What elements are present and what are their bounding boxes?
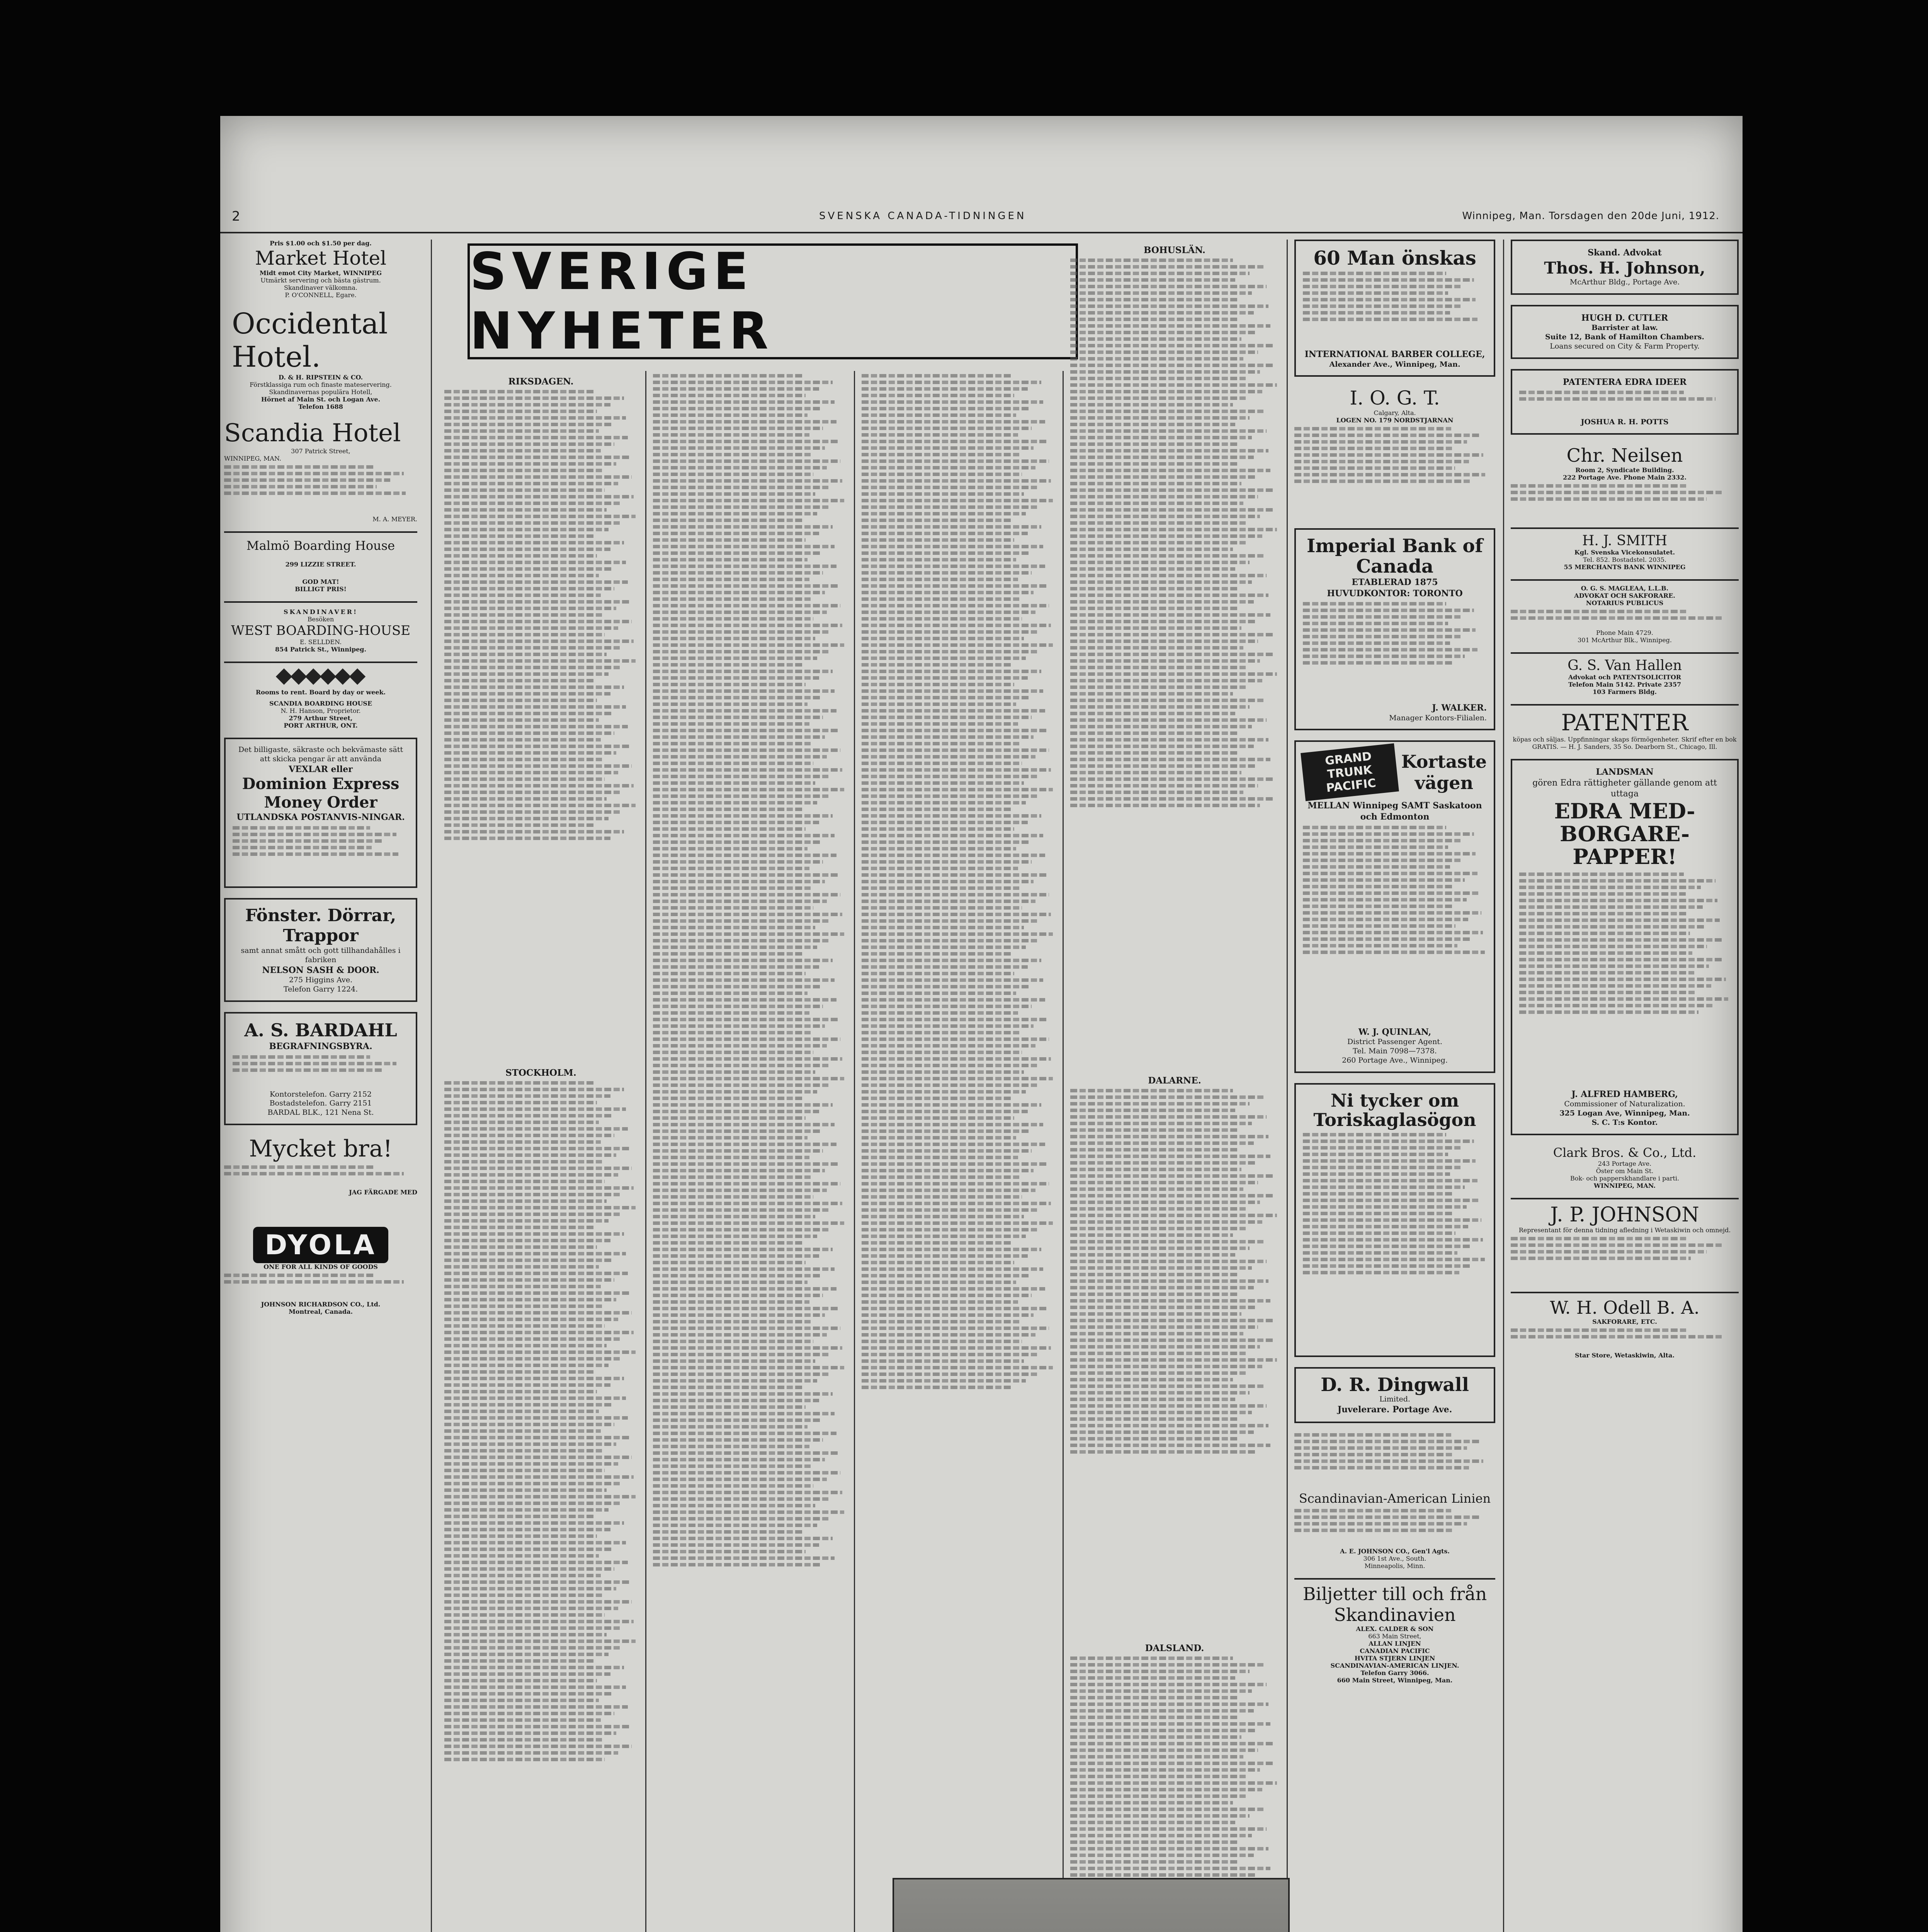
- barber-address: Alexander Ave., Winnipeg, Man.: [1329, 360, 1460, 369]
- fonster-title: Fönster. Dörrar, Trappor: [245, 905, 396, 946]
- iogt-city: Calgary, Alta.: [1374, 409, 1416, 417]
- date-line: Winnipeg, Man. Torsdagen den 20de Juni, 1912.: [1462, 210, 1719, 222]
- scandia-body-text: [224, 465, 417, 515]
- neilsen-body-text: [1511, 484, 1739, 519]
- dyola-body-text: [224, 1165, 417, 1189]
- barber-college-ad: [1294, 240, 1495, 377]
- cutler-address: Suite 12, Bank of Hamilton Chambers.: [1545, 333, 1705, 342]
- fonster-ad: [224, 898, 417, 1002]
- vanhallen-address: 103 Farmers Bldg.: [1593, 688, 1657, 696]
- clark-city: WINNIPEG, MAN.: [1594, 1182, 1656, 1189]
- magleaa-phone: Phone Main 4729.: [1596, 629, 1653, 636]
- cutler-note: Loans secured on City & Farm Property.: [1550, 342, 1700, 350]
- magleaa-address: 301 McArthur Blk., Winnipeg.: [1578, 636, 1672, 644]
- biljetter-line: SCANDINAVIAN-AMERICAN LINJEN.: [1330, 1662, 1459, 1669]
- landsman-office: S. C. T:s Kontor.: [1591, 1118, 1658, 1127]
- sa-city: Minneapolis, Minn.: [1364, 1562, 1425, 1570]
- fonster-phone: Telefon Garry 1224.: [283, 985, 358, 994]
- magleaa-ad: [1511, 579, 1739, 644]
- column-rule: [854, 371, 855, 1932]
- dalsland-heading: DALSLAND.: [1145, 1643, 1204, 1653]
- jpjohnson-name: J. P. JOHNSON: [1550, 1203, 1699, 1226]
- column-3-article: [653, 374, 846, 1932]
- dyola-city: Montreal, Canada.: [289, 1308, 353, 1315]
- dominion-sub: UTLANDSKA POSTANVIS-NINGAR.: [236, 812, 405, 823]
- fonster-company: NELSON SASH & DOOR.: [262, 965, 379, 975]
- page-number: 2: [232, 209, 243, 224]
- malmo-name: Malmö Boarding House: [246, 538, 395, 553]
- landsman-ad: [1511, 759, 1739, 1135]
- column-rule: [1063, 371, 1064, 1932]
- toriska-ad: [1294, 1083, 1495, 1357]
- odell-address: Star Store, Wetaskiwin, Alta.: [1575, 1351, 1675, 1359]
- neilsen-name: Chr. Neilsen: [1566, 444, 1683, 466]
- fonster-body: samt annat smått och gott tillhandahålles i fabriken: [241, 946, 401, 964]
- smith-address: 55 MERCHANTS BANK WINNIPEG: [1564, 563, 1686, 571]
- dyola-jag: JAG FÄRGADE MED: [349, 1188, 417, 1196]
- gtp-address: 260 Portage Ave., Winnipeg.: [1342, 1056, 1448, 1065]
- west-visit: Besöken: [307, 616, 334, 623]
- neilsen-address: 222 Portage Ave. Phone Main 2332.: [1563, 473, 1687, 481]
- news-column-2: [444, 371, 638, 1932]
- vanhallen-phone: Telefon Main 5142. Private 2357: [1568, 680, 1681, 688]
- smith-phone: Tel. 852. Bostadstel. 2035.: [1583, 556, 1666, 563]
- patenter-ad: [1511, 704, 1739, 750]
- clark-name: Clark Bros. & Co., Ltd.: [1553, 1145, 1697, 1160]
- iogt-ad: [1294, 387, 1495, 520]
- masthead-title: SVERIGE NYHETER: [470, 242, 774, 361]
- column-rule: [1503, 240, 1504, 1932]
- grand-trunk-ad: [1294, 740, 1495, 1073]
- bardahl-ad: [224, 1012, 417, 1125]
- occidental-address: Hörnet af Main St. och Logan Ave.: [261, 396, 381, 403]
- smith-title: Kgl. Svenska Vicekonsulatet.: [1574, 548, 1675, 556]
- dingwall-line: Juvelerare. Portage Ave.: [1337, 1405, 1452, 1415]
- landsman-signature: J. ALFRED HAMBERG,: [1571, 1089, 1678, 1099]
- malmo-line1: GOD MAT!: [302, 578, 339, 585]
- dominion-vexlar: VEXLAR eller: [289, 764, 353, 774]
- barber-title: 60 Man önskas: [1313, 247, 1476, 269]
- ads-column-right: [1511, 240, 1739, 1932]
- column-rule: [1287, 240, 1288, 1932]
- bardahl-sub: BEGRAFNINGSBYRA.: [269, 1041, 372, 1052]
- barber-name: INTERNATIONAL BARBER COLLEGE,: [1304, 349, 1485, 359]
- biljetter-phone: Telefon Garry 3066.: [1360, 1669, 1429, 1677]
- biljetter-address: 663 Main Street,: [1368, 1632, 1421, 1640]
- imperial-established: ETABLERAD 1875: [1352, 577, 1438, 587]
- malmo-address: 299 LIZZIE STREET.: [285, 561, 356, 568]
- patentera-name: JOSHUA R. H. POTTS: [1581, 418, 1669, 427]
- magleaa-name: O. G. S. MAGLEAA, L.L.B.: [1581, 584, 1669, 592]
- dyola-fine-print: [224, 1274, 417, 1301]
- patentera-title: PATENTERA EDRA IDEER: [1562, 377, 1687, 387]
- fonster-address: 275 Higgins Ave.: [289, 976, 353, 985]
- west-owner: E. SELLDEN.: [299, 638, 342, 646]
- stockholm-heading: STOCKHOLM.: [505, 1068, 576, 1078]
- paper-name: SVENSKA CANADA-TIDNINGEN: [819, 210, 1027, 222]
- column-4-article: [862, 374, 1055, 1870]
- biljetter-footer: 660 Main Street, Winnipeg, Man.: [1337, 1676, 1453, 1684]
- biljetter-title: Biljetter till och från Skandinavien: [1302, 1583, 1487, 1625]
- dyola-ad: [224, 1135, 417, 1315]
- neilsen-ad: [1511, 445, 1739, 519]
- market-hotel-owner: P. O'CONNELL, Egare.: [285, 291, 357, 299]
- landsman-title: EDRA MED-BORGARE-PAPPER!: [1554, 798, 1695, 869]
- johnson-address: McArthur Bldg., Portage Ave.: [1569, 277, 1680, 286]
- occidental-note2: Skandinavernas populära Hotell,: [269, 388, 372, 396]
- clark-address: 243 Portage Ave.: [1598, 1160, 1652, 1167]
- bardahl-address: BARDAL BLK., 121 Nena St.: [267, 1108, 374, 1117]
- gtp-agent-title: District Passenger Agent.: [1347, 1037, 1442, 1046]
- scandia-boarding-city: PORT ARTHUR, ONT.: [284, 722, 358, 729]
- magleaa-body-text: [1511, 610, 1739, 629]
- gtp-phone: Tel. Main 7098—7378.: [1353, 1047, 1437, 1055]
- jp-johnson-ad: [1511, 1198, 1739, 1283]
- sa-agent: A. E. JOHNSON CO., Gen'l Agts.: [1340, 1547, 1450, 1555]
- gtp-between: MELLAN Winnipeg SAMT Saskatoon och Edmonton: [1307, 801, 1482, 822]
- vanhallen-name: G. S. Van Hallen: [1568, 657, 1682, 673]
- landsman-body-text: [1519, 872, 1730, 1089]
- stockholm-article: [444, 1081, 638, 1932]
- cutler-ad: [1511, 305, 1739, 359]
- dalarne-heading: DALARNE.: [1148, 1075, 1201, 1086]
- west-intro: SKANDINAVER!: [283, 608, 358, 616]
- market-hotel-address: Midt emot City Market, WINNIPEG: [259, 269, 382, 277]
- landsman-sig-title: Commissioner of Naturalization.: [1564, 1100, 1685, 1109]
- header-rule: [220, 232, 1743, 233]
- grand-trunk-logo: GRAND TRUNK PACIFIC: [1301, 743, 1399, 801]
- iogt-body-text: [1294, 427, 1495, 520]
- jpjohnson-body: Representant för denna tidning afledning i Wetaskiwin och omnejd.: [1518, 1226, 1731, 1234]
- imperial-hq: HUVUDKONTOR: TORONTO: [1327, 588, 1463, 599]
- dominion-name: Dominion Express Money Order: [242, 775, 400, 812]
- iogt-logen: LOGEN NO. 179 NORDSTJARNAN: [1336, 417, 1454, 424]
- clark-ad: [1511, 1145, 1739, 1189]
- imperial-name: Imperial Bank of Canada: [1306, 535, 1483, 578]
- scandinavian-american-ad: [1294, 1433, 1495, 1570]
- market-hotel-price: Pris $1.00 och $1.50 per dag.: [270, 240, 372, 247]
- biljetter-ad: [1294, 1578, 1495, 1684]
- scandia-boarding-name: SCANDIA BOARDING HOUSE: [269, 700, 372, 707]
- dyola-headline: Mycket bra!: [249, 1135, 393, 1162]
- gtp-agent: W. J. QUINLAN,: [1358, 1027, 1432, 1037]
- sa-body-text: [1294, 1509, 1495, 1548]
- landsman-address: 325 Logan Ave, Winnipeg, Man.: [1559, 1109, 1690, 1118]
- occidental-name: Occidental Hotel.: [232, 307, 388, 374]
- dyola-slogan: ONE FOR ALL KINDS OF GOODS: [264, 1263, 378, 1270]
- barber-body-text: [1303, 272, 1487, 349]
- market-hotel-welcome: Skandinaver välkomna.: [284, 284, 358, 291]
- sa-title: Scandinavian-American Linien: [1299, 1491, 1491, 1506]
- dalarne-article: [1070, 1089, 1279, 1638]
- cutler-name: HUGH D. CUTLER: [1581, 313, 1668, 323]
- biljetter-agent: ALEX. CALDER & SON: [1356, 1625, 1434, 1633]
- market-hotel-note: Utmärkt servering och bästa gästrum.: [260, 277, 381, 284]
- news-column-3: [653, 371, 846, 1932]
- magleaa-notary: NOTARIUS PUBLICUS: [1586, 599, 1664, 607]
- scandia-hotel-ad: [224, 419, 417, 523]
- bardahl-body-text: [233, 1055, 409, 1090]
- imperial-body-text: [1303, 602, 1487, 702]
- imperial-bank-ad: [1294, 528, 1495, 730]
- biljetter-line: ALLAN LINJEN: [1369, 1639, 1421, 1647]
- biljetter-line: CANADIAN PACIFIC: [1360, 1647, 1430, 1655]
- newspaper-page: [220, 116, 1743, 1932]
- patenter-body: köpas och säljas. Uppfinningar skaps förmögenheter. Skrif efter en bok GRATIS. — H. J. Sanders, 35 So. Dearborn St., Chicago, Ill.: [1513, 735, 1737, 750]
- scandia-boarding-address: 279 Arthur Street,: [289, 714, 353, 722]
- scandia-boarding-owner: N. H. Hanson, Proprietor.: [281, 707, 361, 714]
- landsman-kicker: LANDSMAN: [1596, 767, 1654, 777]
- news-column-4: [862, 371, 1055, 1870]
- johnson-title: Skand. Advokat: [1588, 248, 1662, 258]
- patentera-body-text: [1519, 391, 1730, 418]
- odell-title: SAKFORARE, ETC.: [1592, 1318, 1657, 1325]
- smith-name: H. J. SMITH: [1582, 532, 1667, 549]
- scandia-city: WINNIPEG, MAN.: [224, 455, 281, 462]
- occidental-owners: D. & H. RIPSTEIN & CO.: [278, 374, 363, 381]
- bohuslan-heading: BOHUSLÄN.: [1144, 245, 1205, 255]
- dominion-body-text: [233, 826, 409, 880]
- dingwall-name: D. R. Dingwall: [1321, 1374, 1469, 1396]
- imperial-manager: J. WALKER.: [1432, 703, 1487, 713]
- smith-ad: [1511, 527, 1739, 571]
- dominion-express-ad: [224, 738, 417, 888]
- market-hotel-name: Market Hotel: [255, 247, 387, 269]
- dingwall-ad: [1294, 1367, 1495, 1423]
- imperial-manager-title: Manager Kontors-Filialen.: [1389, 713, 1487, 722]
- landsman-lead: gören Edra rättigheter gällande genom att uttaga: [1532, 778, 1717, 799]
- vanhallen-ad: [1511, 652, 1739, 696]
- scandia-boarding-ad: [224, 662, 417, 729]
- dyola-logo: DYOLA: [253, 1227, 388, 1263]
- scandia-boarding-rooms: Rooms to rent. Board by day or week.: [255, 689, 386, 696]
- toriska-title: Ni tycker om Toriskaglasögon: [1313, 1090, 1476, 1131]
- ads-column-6: [1294, 240, 1495, 1932]
- masthead: [468, 243, 1078, 359]
- sa-address: 306 1st Ave., South.: [1363, 1554, 1426, 1562]
- patenter-title: PATENTER: [1561, 709, 1688, 736]
- west-boarding-ad: [224, 601, 417, 653]
- johnson-name: Thos. H. Johnson,: [1544, 258, 1705, 277]
- cutler-title: Barrister at law.: [1591, 323, 1658, 332]
- scandia-signature: M. A. MEYER.: [372, 515, 417, 523]
- dyola-company: JOHNSON RICHARDSON CO., Ltd.: [261, 1300, 381, 1308]
- occidental-hotel-ad: [224, 307, 417, 410]
- riksdagen-heading: RIKSDAGEN.: [508, 376, 574, 387]
- bardahl-kontor: Kontorstelefon. Garry 2152: [269, 1090, 372, 1099]
- page-header: [220, 209, 1743, 232]
- odell-ad: [1511, 1292, 1739, 1359]
- scandia-address: 307 Patrick Street,: [291, 447, 350, 455]
- gtp-schedule-text: [1303, 826, 1487, 1027]
- bardahl-bostad: Bostadstelefon. Garry 2151: [269, 1099, 372, 1108]
- clark-sub: Bok- och papperskhandlare i parti.: [1570, 1174, 1680, 1182]
- jpjohnson-body-text: [1511, 1237, 1739, 1283]
- riksdagen-article: [444, 390, 638, 1062]
- occidental-phone: Telefon 1688: [298, 403, 343, 410]
- malmo-boarding-ad: [224, 531, 417, 593]
- dominion-intro: Det billigaste, säkraste och bekvämaste sätt att skicka pengar är att använda: [238, 745, 403, 763]
- west-name: WEST BOARDING-HOUSE: [231, 623, 411, 638]
- illustration-image: [893, 1878, 1290, 1932]
- column-rule: [431, 240, 432, 1932]
- neilsen-room: Room 2, Syndicate Building.: [1575, 466, 1674, 474]
- patentera-ad: [1511, 369, 1739, 435]
- news-column-5: [1070, 240, 1279, 1932]
- gtp-title: Kortaste vägen: [1401, 751, 1487, 793]
- ads-column-left: [224, 240, 417, 1932]
- biljetter-line: HVITA STJERN LINJEN: [1354, 1654, 1435, 1662]
- vanhallen-title: Advokat och PATENTSOLICITOR: [1568, 673, 1681, 681]
- dingwall-sub: Limited.: [1379, 1395, 1410, 1404]
- iogt-name: I. O. G. T.: [1350, 387, 1440, 410]
- magleaa-title: ADVOKAT OCH SAKFORARE.: [1574, 592, 1675, 599]
- odell-body-text: [1511, 1328, 1739, 1352]
- column-rule: [645, 371, 646, 1932]
- malmo-line2: BILLIGT PRIS!: [295, 585, 347, 593]
- west-address: 854 Patrick St., Winnipeg.: [275, 646, 367, 653]
- scandia-name: Scandia Hotel: [224, 419, 401, 447]
- odell-name: W. H. Odell B. A.: [1550, 1297, 1700, 1318]
- swastika-ornament-row: [224, 671, 417, 684]
- sa-intro-text: [1294, 1433, 1495, 1491]
- market-hotel-ad: [224, 240, 417, 299]
- johnson-ad: [1511, 240, 1739, 295]
- dyola-figure-icon: [224, 1196, 417, 1227]
- clark-note: Öster om Main St.: [1596, 1167, 1654, 1175]
- toriska-body-text: [1303, 1133, 1487, 1349]
- bardahl-name: A. S. BARDAHL: [244, 1019, 397, 1041]
- occidental-note1: Förstklassiga rum och finaste mateservering.: [250, 381, 392, 388]
- bohuslan-article: [1070, 259, 1279, 1070]
